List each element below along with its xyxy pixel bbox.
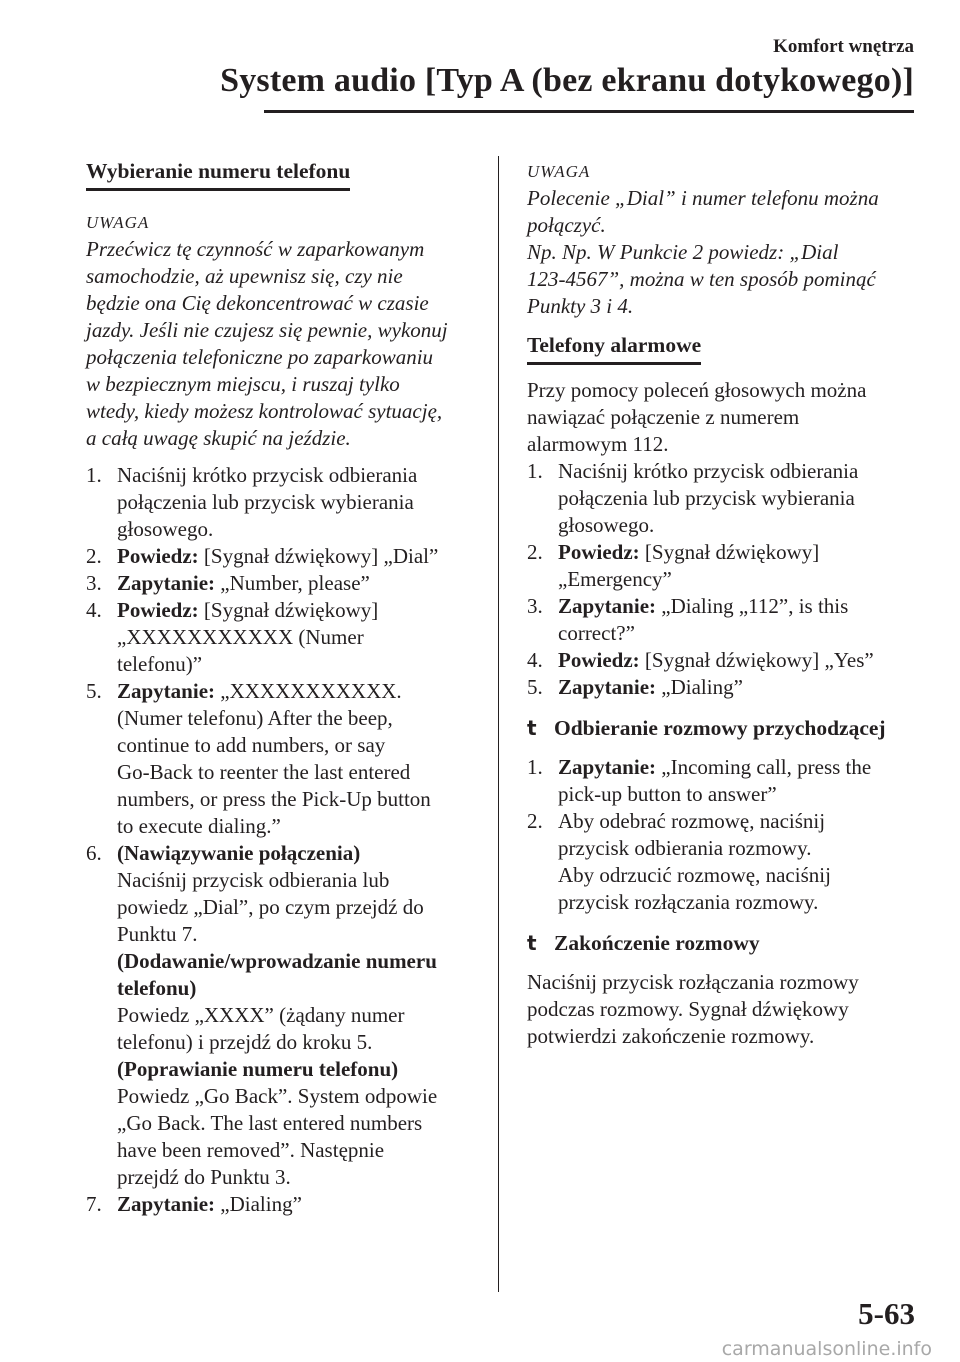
step-text: „Dialing „112”, is this: [656, 594, 849, 618]
step-line: [558, 674, 927, 701]
text-line: Punktu 7.: [117, 922, 198, 946]
step-text: „Incoming call, press the: [656, 755, 872, 779]
step-item: [527, 458, 927, 539]
section-label: Komfort wnętrza: [773, 36, 914, 57]
step-label: Powiedz:: [558, 540, 640, 564]
step-item: [527, 647, 927, 674]
step-text: połączenia lub przycisk wybierania: [117, 490, 414, 514]
step-text: głosowego.: [117, 517, 214, 541]
step-text: (Numer telefonu) After the beep,: [117, 706, 393, 730]
step-label: Zapytanie:: [117, 679, 216, 703]
text-line: będzie ona Cię dekoncentrować w czasie: [86, 291, 429, 315]
step-number: 1.: [527, 459, 543, 483]
step-line: [558, 485, 927, 512]
step-label: Zapytanie:: [117, 1192, 216, 1216]
step-number: 2.: [86, 544, 102, 568]
dialing-steps: [86, 462, 482, 840]
text-line: połączenia telefoniczne po zaparkowaniu: [86, 345, 434, 369]
step-line: [117, 651, 482, 678]
step-number: 4.: [86, 598, 102, 622]
step-label: Powiedz:: [117, 544, 199, 568]
step-number: 1.: [86, 463, 102, 487]
step-label: Zapytanie:: [117, 571, 216, 595]
emergency-intro: [527, 377, 927, 458]
step-text: continue to add numbers, or say: [117, 733, 386, 757]
step-line: [558, 593, 927, 620]
text-line: powiedz „Dial”, po czym przejdź do: [117, 895, 424, 919]
step-number: 2.: [527, 540, 543, 564]
step-line: [558, 647, 927, 674]
step-text: to execute dialing.”: [117, 814, 281, 838]
step-line: [117, 813, 482, 840]
step-item: [86, 678, 482, 840]
note-title: UWAGA: [86, 213, 150, 232]
text-line: Naciśnij przycisk odbierania lub: [117, 868, 390, 892]
step-text: [Sygnał dźwiękowy]: [639, 540, 820, 564]
text-line: Powiedz „Go Back”. System odpowie: [117, 1084, 438, 1108]
step-text: pick-up button to answer”: [558, 782, 777, 806]
step-text: „XXXXXXXXXXX.: [215, 679, 402, 703]
text-line: telefonu): [117, 976, 197, 1000]
step-item: [86, 570, 482, 597]
step-number: 5.: [527, 675, 543, 699]
step-line: [117, 597, 482, 624]
step-text: [Sygnał dźwiękowy] „Dial”: [198, 544, 439, 568]
step-text: Aby odrzucić rozmowę, naciśnij: [558, 863, 831, 887]
step-line: [117, 705, 482, 732]
step-text: correct?”: [558, 621, 635, 645]
end-call-heading: [527, 930, 927, 957]
step-text: [117, 867, 482, 948]
dialing-heading: Wybieranie numeru telefonu: [86, 158, 350, 191]
step-label: Zapytanie:: [558, 755, 657, 779]
step-text: „Emergency”: [558, 567, 672, 591]
step-line: [117, 489, 482, 516]
text-line: Przy pomocy poleceń głosowych można: [527, 378, 867, 402]
step-text: Naciśnij krótko przycisk odbierania: [117, 463, 418, 487]
text-line: przejdź do Punktu 3.: [117, 1165, 291, 1189]
emergency-steps: [527, 458, 927, 701]
step-line: [117, 624, 482, 651]
text-line: jazdy. Jeśli nie czujesz się pewnie, wykonuj: [86, 318, 448, 342]
step-line: [117, 516, 482, 543]
watermark-link[interactable]: carmanualsonline.info: [721, 1338, 932, 1360]
step-text: głosowego.: [558, 513, 655, 537]
text-line: wtedy, kiedy możesz kontrolować sytuację,: [86, 399, 443, 423]
step-number: 4.: [527, 648, 543, 672]
step-text: przycisk odbierania rozmowy.: [558, 836, 812, 860]
column-divider: [498, 156, 499, 1292]
step-item: [86, 597, 482, 678]
step-line: [558, 754, 927, 781]
step-line: [558, 539, 927, 566]
step-6: [86, 840, 482, 1191]
header-rule: [264, 110, 914, 113]
incoming-steps: [527, 754, 927, 916]
step-line: [558, 889, 927, 916]
step-7: [86, 1191, 482, 1218]
step-line: [117, 570, 482, 597]
step-number: 2.: [527, 809, 543, 833]
bullet-icon: t: [527, 716, 537, 740]
text-line: a całą uwagę skupić na jeździe.: [86, 426, 351, 450]
step-item: [86, 543, 482, 570]
text-line: samochodzie, aż upewnisz się, czy nie: [86, 264, 403, 288]
text-line: 123-4567”, można w ten sposób pominąć: [527, 267, 876, 291]
step-line: [558, 781, 927, 808]
step-item: [527, 593, 927, 647]
text-line: Punkty 3 i 4.: [527, 294, 634, 318]
step-sublabel: [117, 948, 482, 1002]
text-line: nawiązać połączenie z numerem: [527, 405, 800, 429]
step-line: [558, 620, 927, 647]
step-number: 3.: [86, 571, 102, 595]
document-title: System audio [Typ A (bez ekranu dotykowego)]: [220, 62, 914, 99]
note-text: [86, 236, 482, 452]
step-text: „XXXXXXXXXXX (Numer: [117, 625, 364, 649]
step-text: [117, 1083, 482, 1191]
step-item: [527, 754, 927, 808]
step-line: [117, 678, 482, 705]
step-sublabel: (Poprawianie numeru telefonu): [117, 1057, 399, 1081]
step-line: [558, 458, 927, 485]
text-line: potwierdzi zakończenie rozmowy.: [527, 1024, 815, 1048]
incoming-call-heading-text: Odbieranie rozmowy przychodzącej: [554, 716, 886, 740]
step-item: [527, 539, 927, 593]
step-line: [558, 862, 927, 889]
step-number: 1.: [527, 755, 543, 779]
note-title: UWAGA: [527, 162, 591, 181]
step-text: Naciśnij krótko przycisk odbierania: [558, 459, 859, 483]
step-text: [117, 1002, 482, 1056]
step-text: Go-Back to reenter the last entered: [117, 760, 411, 784]
step-text: „Number, please”: [215, 571, 370, 595]
incoming-call-heading: [527, 715, 927, 742]
step-text: [Sygnał dźwiękowy]: [198, 598, 379, 622]
step-text: przycisk rozłączania rozmowy.: [558, 890, 819, 914]
right-column: [527, 158, 927, 1050]
left-column: [86, 158, 482, 1218]
bullet-icon: t: [527, 931, 537, 955]
step-line: [558, 566, 927, 593]
step-text: „Dialing”: [656, 675, 743, 699]
text-line: Polecenie „Dial” i numer telefonu można: [527, 186, 879, 210]
note-text: [527, 185, 927, 320]
text-line: have been removed”. Następnie: [117, 1138, 385, 1162]
step-line: [117, 732, 482, 759]
end-call-heading-text: Zakończenie rozmowy: [554, 931, 760, 955]
page-number: 5-63: [858, 1296, 915, 1331]
step-line: [117, 786, 482, 813]
dialing-steps-continued: [86, 840, 482, 1218]
step-item: [86, 462, 482, 543]
text-line: „Go Back. The last entered numbers: [117, 1111, 423, 1135]
step-line: [117, 543, 482, 570]
text-line: telefonu) i przejdź do kroku 5.: [117, 1030, 373, 1054]
step-text: „Dialing”: [215, 1192, 302, 1216]
step-line: [558, 808, 927, 835]
step-line: [117, 759, 482, 786]
step-text: [Sygnał dźwiękowy] „Yes”: [639, 648, 874, 672]
step-label: Powiedz:: [117, 598, 199, 622]
page-header: [0, 0, 960, 120]
text-line: Np. Np. W Punkcie 2 powiedz: „Dial: [527, 240, 839, 264]
step-text: Aby odebrać rozmowę, naciśnij: [558, 809, 826, 833]
step-number: 6.: [86, 841, 102, 865]
emergency-heading: Telefony alarmowe: [527, 332, 701, 365]
step-text: połączenia lub przycisk wybierania: [558, 486, 855, 510]
text-line: połączyć.: [527, 213, 606, 237]
step-line: [558, 512, 927, 539]
step-label: Zapytanie:: [558, 675, 657, 699]
step-item: [527, 808, 927, 916]
step-text: numbers, or press the Pick-Up button: [117, 787, 431, 811]
step-line: [117, 462, 482, 489]
step-item: [527, 674, 927, 701]
text-line: w bezpiecznym miejscu, i ruszaj tylko: [86, 372, 400, 396]
text-line: Przećwicz tę czynność w zaparkowanym: [86, 237, 425, 261]
text-line: podczas rozmowy. Sygnał dźwiękowy: [527, 997, 849, 1021]
step-label: Zapytanie:: [558, 594, 657, 618]
step-number: 7.: [86, 1192, 102, 1216]
step-label: Powiedz:: [558, 648, 640, 672]
step-text: telefonu)”: [117, 652, 203, 676]
text-line: alarmowym 112.: [527, 432, 669, 456]
text-line: Powiedz „XXXX” (żądany numer: [117, 1003, 405, 1027]
text-line: (Dodawanie/wprowadzanie numeru: [117, 949, 437, 973]
step-line: [558, 835, 927, 862]
step-number: 3.: [527, 594, 543, 618]
text-line: Naciśnij przycisk rozłączania rozmowy: [527, 970, 859, 994]
step-number: 5.: [86, 679, 102, 703]
end-call-text: [527, 969, 927, 1050]
step-sublabel: (Nawiązywanie połączenia): [117, 841, 361, 865]
